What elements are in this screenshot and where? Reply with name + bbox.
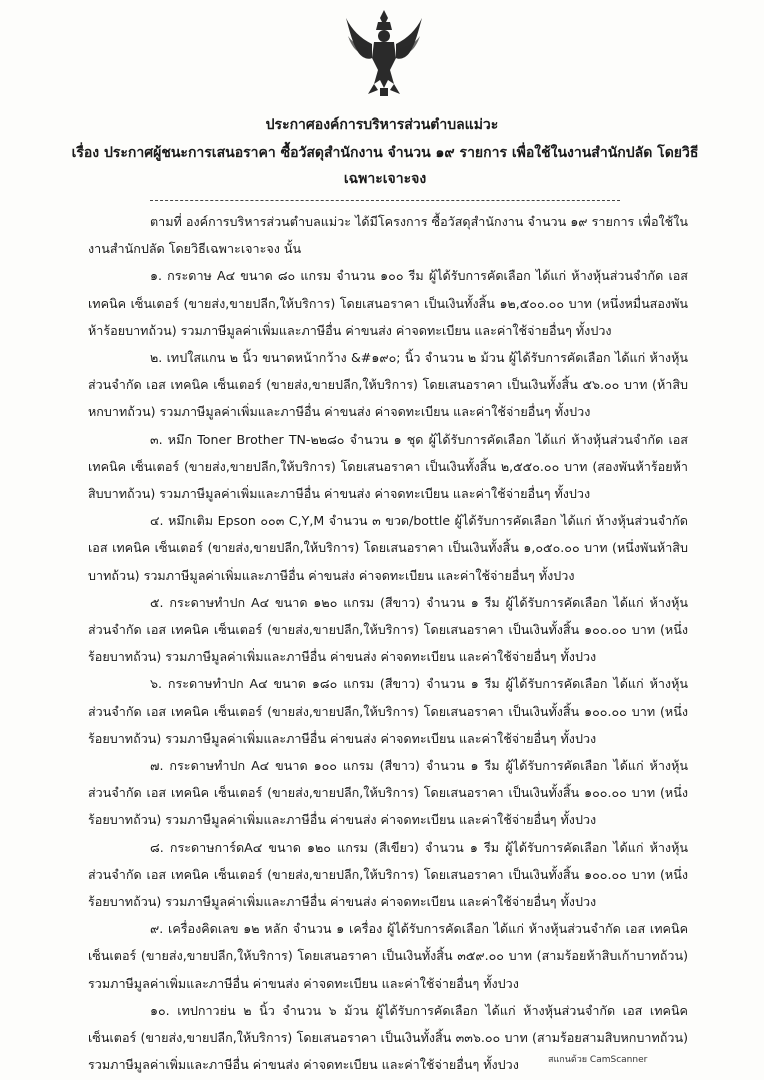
scanner-watermark: สแกนด้วย CamScanner — [548, 1055, 648, 1065]
list-item: ๔. หมึกเติม Epson ๐๐๓ C,Y,M จำนวน ๓ ขวด/bottle ผู้ได้รับการคัดเลือก ได้แก่ ห้างหุ้นส่วนจำกัด เอส เทคนิค เซ็นเตอร์ (ขายส่ง,ขายปลีก,ให้บริการ) โดยเสนอราคา เป็นเงินทั้งสิ้น ๑,๐๕๐.๐๐ บาท (หนึ่งพันห้าสิบบาทถ้วน) รวมภาษีมูลค่าเพิ่มและภาษีอื่น ค่าขนส่ง ค่าจดทะเบียน และค่าใช้จ่ายอื่นๆ ทั้งปวง — [88, 513, 688, 583]
list-item: ๑๐. เทปกาวย่น ๒ นิ้ว จำนวน ๖ ม้วน ผู้ได้รับการคัดเลือก ได้แก่ ห้างหุ้นส่วนจำกัด เอส เทคนิค เซ็นเตอร์ (ขายส่ง,ขายปลีก,ให้บริการ) โดยเสนอราคา เป็นเงินทั้งสิ้น ๓๓๖.๐๐ บาท (สามร้อยสามสิบหกบาทถ้วน) รวมภาษีมูลค่าเพิ่มและภาษีอื่น ค่าขนส่ง ค่าจดทะเบียน และค่าใช้จ่ายอื่นๆ ทั้งปวง — [88, 1002, 688, 1073]
list-item: ๒. เทปใสแกน ๒ นิ้ว ขนาดหน้ากว้าง &#๑๙๐; นิ้ว จำนวน ๒ ม้วน ผู้ได้รับการคัดเลือก ได้แก่ ห้างหุ้นส่วนจำกัด เอส เทคนิค เซ็นเตอร์ (ขายส่ง,ขายปลีก,ให้บริการ) โดยเสนอราคา เป็นเงินทั้งสิ้น ๕๖.๐๐ บาท (ห้าสิบหกบาทถ้วน) รวมภาษีมูลค่าเพิ่มและภาษีอื่น ค่าขนส่ง ค่าจดทะเบียน และค่าใช้จ่ายอื่นๆ ทั้งปวง — [88, 350, 688, 420]
announcement-title: ประกาศองค์การบริหารส่วนตำบลแม่วะ — [265, 117, 499, 133]
list-item: ๑. กระดาษ A๔ ขนาด ๘๐ แกรม จำนวน ๑๐๐ รีม ผู้ได้รับการคัดเลือก ได้แก่ ห้างหุ้นส่วนจำกัด เอส เทคนิค เซ็นเตอร์ (ขายส่ง,ขายปลีก,ให้บริการ) โดยเสนอราคา เป็นเงินทั้งสิ้น ๑๒,๕๐๐.๐๐ บาท (หนึ่งหมื่นสองพันห้าร้อยบาทถ้วน) รวมภาษีมูลค่าเพิ่มและภาษีอื่น ค่าขนส่ง ค่าจดทะเบียน และค่าใช้จ่ายอื่นๆ ทั้งปวง — [88, 268, 688, 338]
list-item: ๖. กระดาษทำปก A๔ ขนาด ๑๘๐ แกรม (สีขาว) จำนวน ๑ รีม ผู้ได้รับการคัดเลือก ได้แก่ ห้างหุ้นส่วนจำกัด เอส เทคนิค เซ็นเตอร์ (ขายส่ง,ขายปลีก,ให้บริการ) โดยเสนอราคา เป็นเงินทั้งสิ้น ๑๐๐.๐๐ บาท (หนึ่งร้อยบาทถ้วน) รวมภาษีมูลค่าเพิ่มและภาษีอื่น ค่าขนส่ง ค่าจดทะเบียน และค่าใช้จ่ายอื่นๆ ทั้งปวง — [88, 676, 688, 746]
garuda-emblem-icon — [344, 8, 424, 100]
announcement-body — [88, 208, 688, 1079]
intro-paragraph: ตามที่ องค์การบริหารส่วนตำบลแม่วะ ได้มีโครงการ ซื้อวัสดุสำนักงาน จำนวน ๑๙ รายการ เพื่อใช้ในงานสำนักปลัด โดยวิธีเฉพาะเจาะจง นั้น — [88, 214, 688, 257]
list-item: ๙. เครื่องคิดเลข ๑๒ หลัก จำนวน ๑ เครื่อง ผู้ได้รับการคัดเลือก ได้แก่ ห้างหุ้นส่วนจำกัด เอส เทคนิค เซ็นเตอร์ (ขายส่ง,ขายปลีก,ให้บริการ) โดยเสนอราคา เป็นเงินทั้งสิ้น ๓๕๙.๐๐ บาท (สามร้อยห้าสิบเก้าบาทถ้วน) รวมภาษีมูลค่าเพิ่มและภาษีอื่น ค่าขนส่ง ค่าจดทะเบียน และค่าใช้จ่ายอื่นๆ ทั้งปวง — [88, 921, 688, 991]
announcement-subject: เรื่อง ประกาศผู้ชนะการเสนอราคา ซื้อวัสดุสำนักงาน จำนวน ๑๙ รายการ เพื่อใช้ในงานสำนักปลัด โดยวิธีเฉพาะเจาะจง — [71, 145, 699, 187]
list-item: ๘. กระดาษการ์ดA๔ ขนาด ๑๒๐ แกรม (สีเขียว) จำนวน ๑ รีม ผู้ได้รับการคัดเลือก ได้แก่ ห้างหุ้นส่วนจำกัด เอส เทคนิค เซ็นเตอร์ (ขายส่ง,ขายปลีก,ให้บริการ) โดยเสนอราคา เป็นเงินทั้งสิ้น ๑๐๐.๐๐ บาท (หนึ่งร้อยบาทถ้วน) รวมภาษีมูลค่าเพิ่มและภาษีอื่น ค่าขนส่ง ค่าจดทะเบียน และค่าใช้จ่ายอื่นๆ ทั้งปวง — [88, 839, 688, 910]
list-item: ๓. หมึก Toner Brother TN-๒๒๘๐ จำนวน ๑ ชุด ผู้ได้รับการคัดเลือก ได้แก่ ห้างหุ้นส่วนจำกัด เอส เทคนิค เซ็นเตอร์ (ขายส่ง,ขายปลีก,ให้บริการ) โดยเสนอราคา เป็นเงินทั้งสิ้น ๒,๕๕๐.๐๐ บาท (สองพันห้าร้อยห้าสิบบาทถ้วน) รวมภาษีมูลค่าเพิ่มและภาษีอื่น ค่าขนส่ง ค่าจดทะเบียน และค่าใช้จ่ายอื่นๆ ทั้งปวง — [88, 431, 688, 502]
dashed-divider — [150, 200, 620, 201]
list-item: ๗. กระดาษทำปก A๔ ขนาด ๑๐๐ แกรม (สีขาว) จำนวน ๑ รีม ผู้ได้รับการคัดเลือก ได้แก่ ห้างหุ้นส่วนจำกัด เอส เทคนิค เซ็นเตอร์ (ขายส่ง,ขายปลีก,ให้บริการ) โดยเสนอราคา เป็นเงินทั้งสิ้น ๑๐๐.๐๐ บาท (หนึ่งร้อยบาทถ้วน) รวมภาษีมูลค่าเพิ่มและภาษีอื่น ค่าขนส่ง ค่าจดทะเบียน และค่าใช้จ่ายอื่นๆ ทั้งปวง — [88, 758, 688, 828]
list-item: ๕. กระดาษทำปก A๔ ขนาด ๑๒๐ แกรม (สีขาว) จำนวน ๑ รีม ผู้ได้รับการคัดเลือก ได้แก่ ห้างหุ้นส่วนจำกัด เอส เทคนิค เซ็นเตอร์ (ขายส่ง,ขายปลีก,ให้บริการ) โดยเสนอราคา เป็นเงินทั้งสิ้น ๑๐๐.๐๐ บาท (หนึ่งร้อยบาทถ้วน) รวมภาษีมูลค่าเพิ่มและภาษีอื่น ค่าขนส่ง ค่าจดทะเบียน และค่าใช้จ่ายอื่นๆ ทั้งปวง — [88, 594, 688, 665]
